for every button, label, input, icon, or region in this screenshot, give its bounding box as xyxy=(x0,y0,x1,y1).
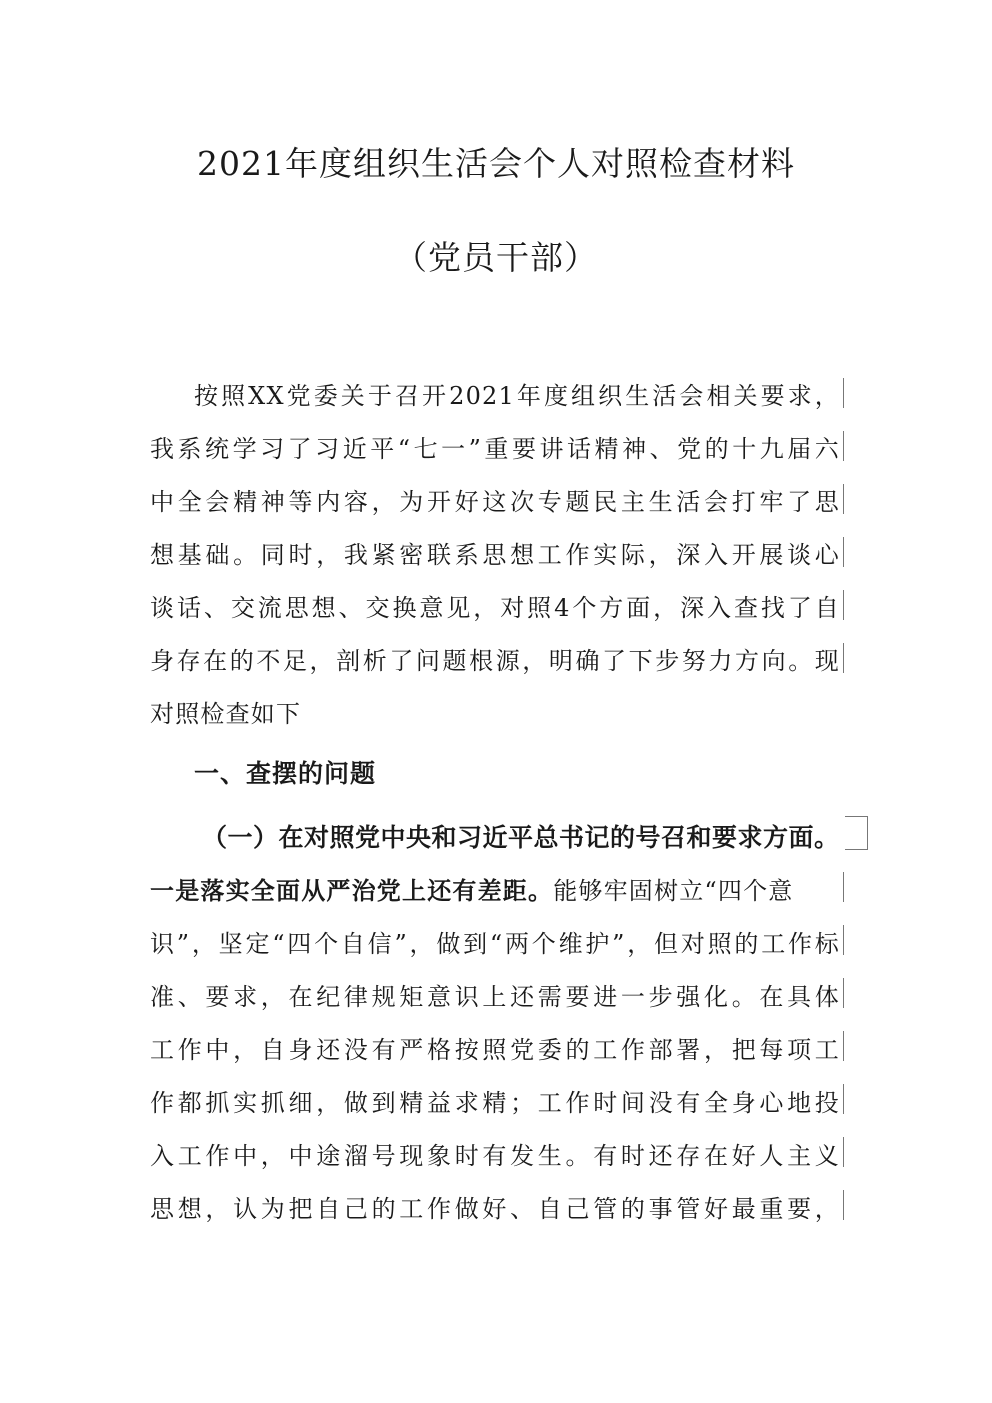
document-title: 2021年度组织生活会个人对照检查材料 xyxy=(197,144,795,183)
intro-line-7: 对照检查如下 xyxy=(150,700,302,728)
point-1-line-5: 作都抓实抓细，做到精益求精；工作时间没有全身心地投 xyxy=(150,1089,840,1117)
point-1-line-6: 入工作中，中途溜号现象时有发生。有时还存在好人主义 xyxy=(150,1142,840,1170)
point-1-line-7: 思想，认为把自己的工作做好、自己管的事管好最重要， xyxy=(150,1195,840,1223)
intro-line-6: 身存在的不足，剖析了问题根源，明确了下步努力方向。现 xyxy=(150,647,840,675)
document-subtitle: （党员干部） xyxy=(394,238,598,277)
margin-mark xyxy=(843,378,844,408)
margin-mark xyxy=(843,431,844,461)
section-subheading: （一）在对照党中央和习近平总书记的号召和要求方面。 xyxy=(202,823,840,852)
margin-mark xyxy=(843,1031,844,1061)
margin-mark xyxy=(843,484,844,514)
point-1-line-2: 识”，坚定“四个自信”，做到“两个维护”，但对照的工作标 xyxy=(150,930,840,958)
intro-line-1: 按照XX党委关于召开2021年度组织生活会相关要求， xyxy=(194,382,840,410)
margin-mark xyxy=(843,537,844,567)
margin-mark xyxy=(843,1137,844,1167)
intro-line-3: 中全会精神等内容，为开好这次专题民主生活会打牢了思 xyxy=(150,488,840,516)
intro-line-5: 谈话、交流思想、交换意见，对照4个方面，深入查找了自 xyxy=(150,594,840,622)
point-1-line-4: 工作中，自身还没有严格按照党委的工作部署，把每项工 xyxy=(150,1036,840,1064)
intro-line-2: 我系统学习了习近平“七一”重要讲话精神、党的十九届六 xyxy=(150,435,840,463)
margin-mark xyxy=(843,1190,844,1220)
intro-line-4: 想基础。同时，我紧密联系思想工作实际，深入开展谈心 xyxy=(150,541,840,569)
section-heading: 一、查摆的问题 xyxy=(194,759,377,788)
point-1-title: 一是落实全面从严治党上还有差距。 xyxy=(150,877,554,905)
margin-mark xyxy=(843,643,844,673)
margin-mark xyxy=(843,925,844,955)
margin-mark xyxy=(843,1084,844,1114)
point-1-text: 能够牢固树立“四个意 xyxy=(553,877,794,905)
margin-mark xyxy=(843,978,844,1008)
paragraph-mark xyxy=(845,816,868,850)
point-1-line-3: 准、要求，在纪律规矩意识上还需要进一步强化。在具体 xyxy=(150,983,840,1011)
point-1-line xyxy=(150,871,840,906)
margin-mark xyxy=(843,872,844,902)
margin-mark xyxy=(843,590,844,620)
